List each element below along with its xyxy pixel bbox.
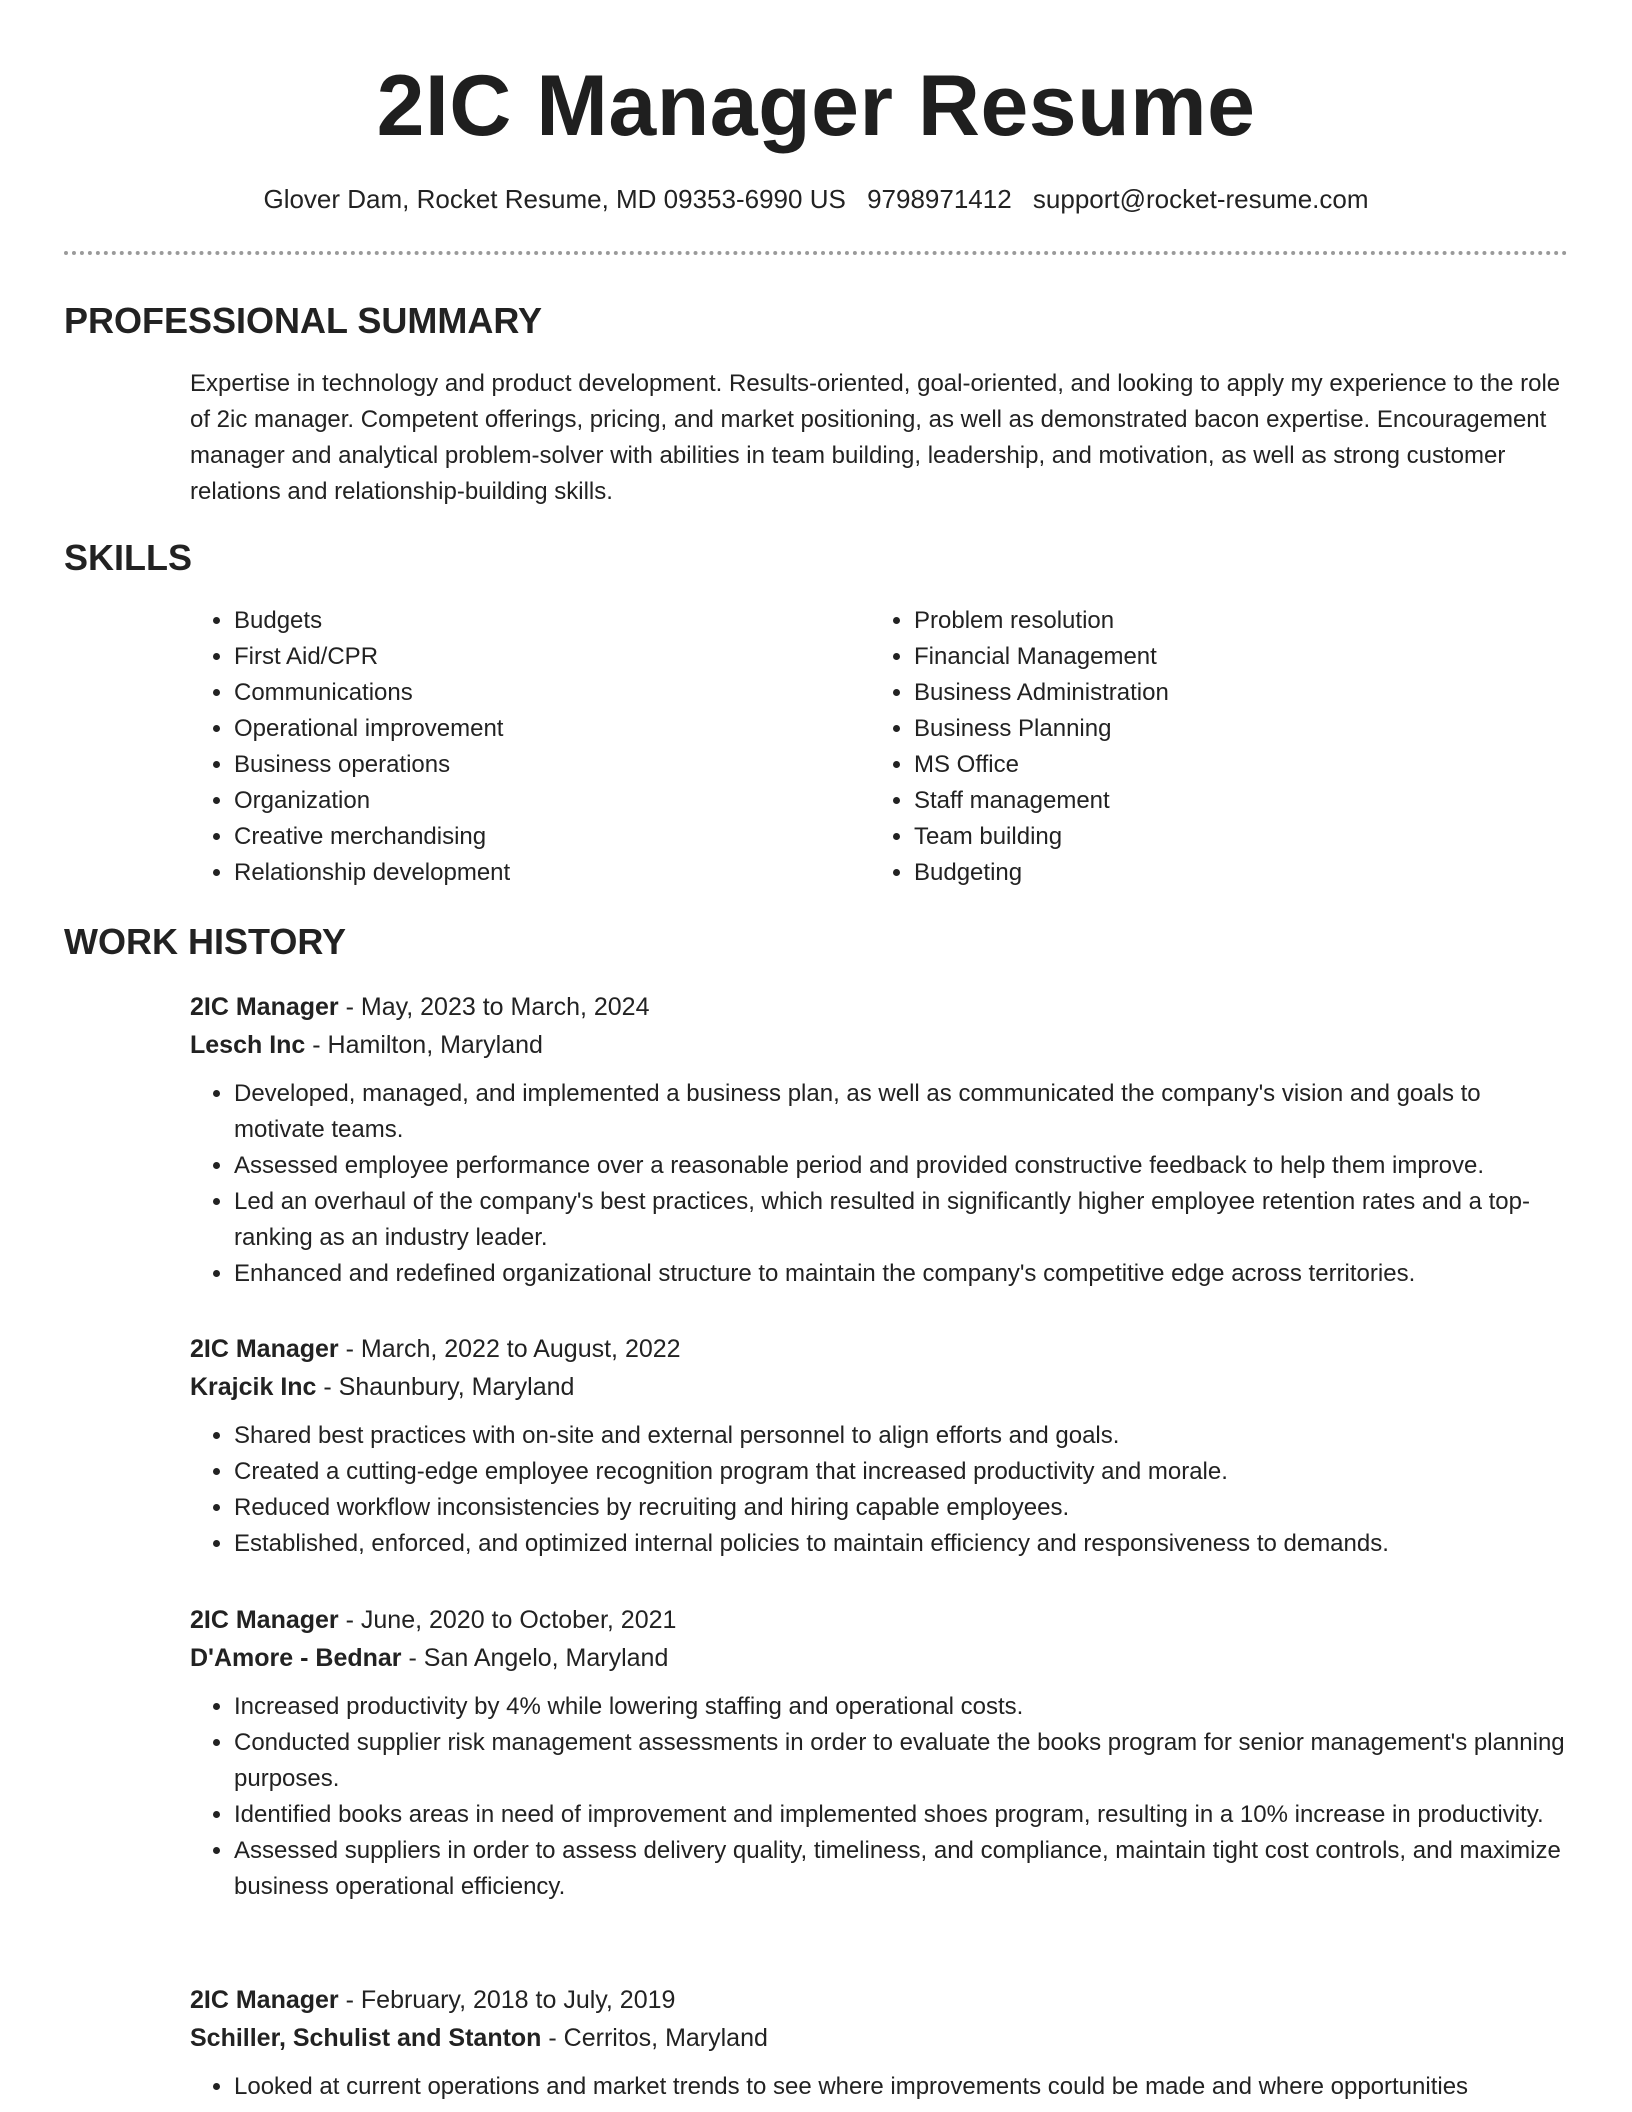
job-title-line [190, 1981, 1575, 2019]
job-bullets [190, 1418, 1575, 1562]
job-location: - Cerritos, Maryland [541, 2024, 768, 2052]
skill-item: • Business operations [234, 747, 870, 783]
job-bullet: • Shared best practices with on-site and external personnel to align efforts and goals. [234, 1418, 1575, 1454]
job-entry [190, 1601, 1575, 1905]
summary-heading: PROFESSIONAL SUMMARY [64, 300, 543, 341]
job-location: - Hamilton, Maryland [305, 1031, 543, 1059]
skill-item: • Business Planning [914, 711, 1550, 747]
skill-item: • Team building [914, 819, 1550, 855]
job-company-line [190, 2019, 1575, 2057]
skills-column-left [190, 603, 870, 891]
job-bullet: • Developed, managed, and implemented a business plan, as well as communicated the company's vision and goals to motivate teams. [234, 1076, 1575, 1148]
job-entry [190, 988, 1575, 1292]
job-bullet: • Identified books areas in need of improvement and implemented shoes program, resulting in a 10% increase in productivity. [234, 1797, 1575, 1833]
job-location: - Shaunbury, Maryland [316, 1373, 575, 1401]
skill-item: • MS Office [914, 747, 1550, 783]
job-bullet: • Assessed suppliers in order to assess delivery quality, timeliness, and compliance, maintain tight cost controls, and maximize business operational efficiency. [234, 1833, 1575, 1905]
skills-column-right [870, 603, 1550, 891]
job-bullets [190, 1076, 1575, 1292]
header-divider [64, 251, 1568, 255]
skill-item: • Financial Management [914, 639, 1550, 675]
job-bullet: • Increased productivity by 4% while lowering staffing and operational costs. [234, 1689, 1575, 1725]
work-history-heading: WORK HISTORY [64, 921, 347, 962]
job-bullet: • Enhanced and redefined organizational structure to maintain the company's competitive edge across territories. [234, 1256, 1575, 1292]
job-title: 2IC Manager [190, 1606, 339, 1634]
skill-item: • Communications [234, 675, 870, 711]
job-company: Lesch Inc [190, 1031, 306, 1059]
job-bullet: • Assessed employee performance over a reasonable period and provided constructive feedback to help them improve. [234, 1148, 1575, 1184]
skill-item: • Organization [234, 783, 870, 819]
contact-email: support@rocket-resume.com [1032, 184, 1369, 214]
job-dates: - June, 2020 to October, 2021 [338, 1606, 677, 1634]
skill-item: • Budgets [234, 603, 870, 639]
job-company-line [190, 1368, 1575, 1406]
job-title: 2IC Manager [190, 1986, 339, 2014]
job-bullet: • Led an overhaul of the company's best practices, which resulted in significantly higher employee retention rates and a top-ranking as an industry leader. [234, 1184, 1575, 1256]
job-company: Krajcik Inc [190, 1373, 317, 1401]
skills-list [190, 603, 1570, 891]
job-title: 2IC Manager [190, 993, 339, 1021]
job-bullet: • Conducted supplier risk management assessments in order to evaluate the books program for senior management's planning purposes. [234, 1725, 1575, 1797]
skill-item: • First Aid/CPR [234, 639, 870, 675]
job-bullet: • Created a cutting-edge employee recognition program that increased productivity and morale. [234, 1454, 1575, 1490]
job-company-line [190, 1026, 1575, 1064]
job-bullets [190, 1689, 1575, 1905]
job-bullet: • Looked at current operations and market trends to see where improvements could be made and where opportunities [234, 2069, 1575, 2105]
job-entry [190, 1981, 1575, 2105]
skill-item: • Creative merchandising [234, 819, 870, 855]
skill-item: • Business Administration [914, 675, 1550, 711]
job-title-line [190, 1330, 1575, 1368]
job-dates: - March, 2022 to August, 2022 [338, 1335, 681, 1363]
job-location: - San Angelo, Maryland [401, 1644, 669, 1672]
job-bullet: • Established, enforced, and optimized internal policies to maintain efficiency and responsiveness to demands. [234, 1526, 1575, 1562]
contact-address: Glover Dam, Rocket Resume, MD 09353-6990 US [263, 184, 846, 214]
skill-item: • Relationship development [234, 855, 870, 891]
skill-item: • Budgeting [914, 855, 1550, 891]
job-title-line [190, 988, 1575, 1026]
page-title: 2IC Manager Resume [376, 58, 1256, 154]
summary-text: Expertise in technology and product development. Results-oriented, goal-oriented, and looking to apply my experience to the role of 2ic manager. Competent offerings, pricing, and market positioning, as well as demonstrated bacon expertise. Encouragement manager and analytical problem-solver with abilities in team building, leadership, and motivation, as well as strong customer relations and relationship-building skills. [190, 370, 1561, 505]
skill-item: • Staff management [914, 783, 1550, 819]
job-company: D'Amore - Bednar [190, 1644, 402, 1672]
job-bullet: • Reduced workflow inconsistencies by recruiting and hiring capable employees. [234, 1490, 1575, 1526]
job-dates: - May, 2023 to March, 2024 [338, 993, 650, 1021]
skill-item: • Operational improvement [234, 711, 870, 747]
job-title-line [190, 1601, 1575, 1639]
skills-heading: SKILLS [64, 537, 193, 578]
job-bullets [190, 2069, 1575, 2105]
job-dates: - February, 2018 to July, 2019 [338, 1986, 676, 2014]
contact-phone: 9798971412 [867, 184, 1012, 214]
contact-line [0, 182, 1632, 216]
skill-item: • Problem resolution [914, 603, 1550, 639]
job-entry [190, 1330, 1575, 1562]
job-company: Schiller, Schulist and Stanton [190, 2024, 542, 2052]
job-title: 2IC Manager [190, 1335, 339, 1363]
job-company-line [190, 1639, 1575, 1677]
